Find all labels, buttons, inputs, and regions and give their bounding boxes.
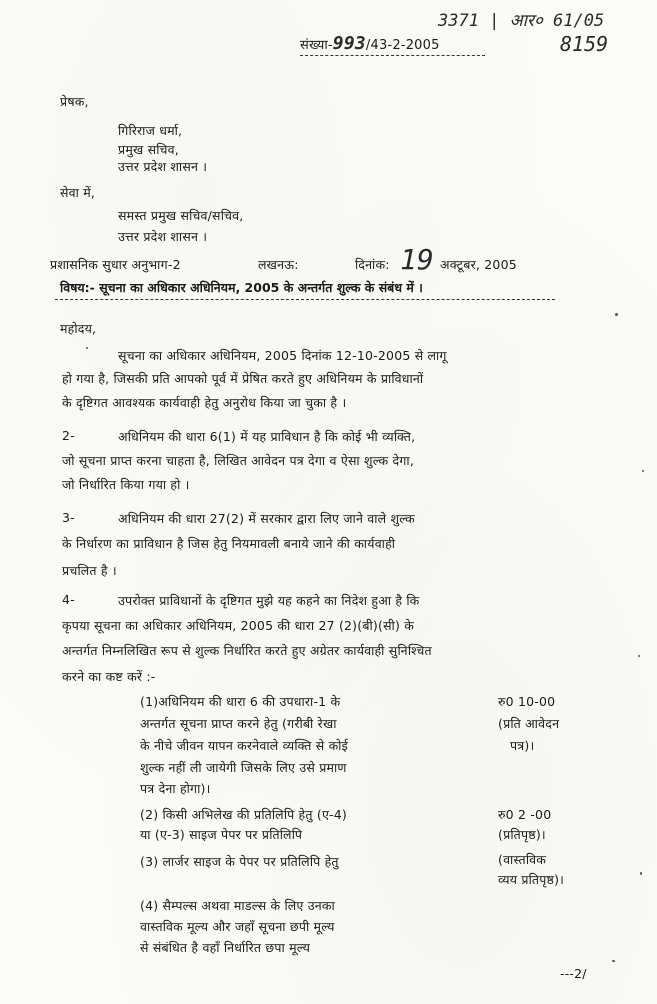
scan-speck xyxy=(612,960,615,962)
p1-line-1: सूचना का अधिकार अधिनियम, 2005 दिनांक 12-10-2005 से लागू xyxy=(118,348,447,363)
p2-line-2: जो सूचना प्राप्त करना चाहता है, लिखित आवेदन पत्र देगा व ऐसा शुल्क देगा, xyxy=(62,453,415,468)
p3-line-2: के निर्धारण का प्राविधान है जिस हेतु नियमावली बनाये जाने की कार्यवाही xyxy=(62,536,396,551)
subject-line: विषय:- सूचना का अधिकार अधिनियम, 2005 के अन्तर्गत शुल्क के संबंध में । xyxy=(60,280,423,295)
date-day: 19 xyxy=(400,243,434,276)
scan-speck xyxy=(642,470,644,472)
fee-1-amount-unit-1: (प्रति आवेदन xyxy=(498,716,560,731)
fee-2-desc-line-2: या (ए-3) साइज पेपर पर प्रतिलिपि xyxy=(140,827,303,842)
reference-underline xyxy=(300,55,485,56)
fee-2-amount: रु0 2 -00 xyxy=(498,807,552,822)
fee-1-desc-line-4: शुल्क नहीं ली जायेगी जिसके लिए उसे प्रमाण xyxy=(140,760,347,775)
handwritten-register-number: 3371 | आर० 61/05 xyxy=(438,11,605,31)
fee-1-desc-line-2: अन्तर्गत सूचना प्राप्त करने हेतु (गरीबी रेखा xyxy=(140,716,337,731)
fee-4-desc-line-3: से संबंधित है वहाँ निर्धारित छपा मूल्य xyxy=(140,940,311,955)
reference-number-line xyxy=(300,33,440,54)
date-label: दिनांक: xyxy=(355,257,390,272)
fee-4-desc-line-1: (4) सैम्पल्स अथवा माडल्स के लिए उनका xyxy=(140,898,335,913)
p4-line-2: कृपया सूचना का अधिकार अधिनियम, 2005 की धारा 27 (2)(बी)(सी) के xyxy=(62,618,415,633)
p2-line-1: अधिनियम की धारा 6(1) में यह प्राविधान है कि कोई भी व्यक्ति, xyxy=(118,429,416,444)
section-name: प्रशासनिक सुधार अनुभाग-2 xyxy=(50,257,181,272)
handwritten-diary-number: 8159 xyxy=(560,32,609,56)
subject-underline xyxy=(55,299,555,300)
sender-label: प्रेषक, xyxy=(60,94,89,109)
fee-1-desc-line-5: पत्र देना होगा)। xyxy=(140,781,211,796)
fee-4-desc-line-2: वास्तविक मूल्य और जहाँ सूचना छपी मूल्य xyxy=(140,919,335,934)
date-month-year: अक्टूबर, 2005 xyxy=(440,257,517,272)
scan-speck xyxy=(640,872,642,875)
recipient-label: सेवा में, xyxy=(60,185,96,200)
sender-name: गिरिराज धर्मा, xyxy=(118,123,183,138)
reference-prefix: संख्या- xyxy=(300,38,333,53)
fee-3-desc-line-1: (3) लार्जर साइज के पेपर पर प्रतिलिपि हेतु xyxy=(140,854,339,869)
p3-number: 3- xyxy=(62,510,75,525)
p3-line-1: अधिनियम की धारा 27(2) में सरकार द्वारा लिए जाने वाले शुल्क xyxy=(118,511,415,526)
p4-line-4: करने का कष्ट करें :- xyxy=(62,669,156,684)
scan-speck xyxy=(615,313,618,316)
fee-1-amount: रु0 10-00 xyxy=(498,694,556,709)
sender-designation: प्रमुख सचिव, xyxy=(118,142,179,157)
fee-1-amount-unit-2: पत्र)। xyxy=(510,738,535,753)
p4-number: 4- xyxy=(62,592,75,607)
reference-suffix: /43-2-2005 xyxy=(365,38,440,53)
p2-number: 2- xyxy=(62,428,75,443)
place-name: लखनऊ: xyxy=(258,257,299,272)
p1-line-2: हो गया है, जिसकी प्रति आपको पूर्व में प्रेषित करते हुए अधिनियम के प्राविधानों xyxy=(62,371,424,386)
scan-speck xyxy=(86,347,88,349)
sender-office: उत्तर प्रदेश शासन । xyxy=(118,159,208,174)
fee-2-amount-unit: (प्रतिपृष्ठ)। xyxy=(498,827,546,842)
fee-1-desc-line-3: के नीचे जीवन यापन करनेवाले व्यक्ति से कोई xyxy=(140,738,348,753)
p4-line-3: अन्तर्गत निम्नलिखित रूप से शुल्क निर्धारित करते हुए अग्रेतर कार्यवाही सुनिश्चित xyxy=(62,643,432,658)
recipient-name: समस्त प्रमुख सचिव/सचिव, xyxy=(118,208,244,223)
recipient-office: उत्तर प्रदेश शासन । xyxy=(118,229,208,244)
p3-line-3: प्रचलित है । xyxy=(62,563,117,578)
p1-line-3: के दृष्टिगत आवश्यक कार्यवाही हेतु अनुरोध किया जा चुका है । xyxy=(62,395,347,410)
salutation: महोदय, xyxy=(60,321,97,336)
reference-number: 993 xyxy=(332,33,366,54)
p4-line-1: उपरोक्त प्राविधानों के दृष्टिगत मुझे यह कहने का निदेश हुआ है कि xyxy=(118,593,420,608)
fee-1-desc-line-1: (1)अधिनियम की धारा 6 की उपधारा-1 के xyxy=(140,694,341,709)
fee-3-amount-line-1: (वास्तविक xyxy=(498,852,547,867)
scan-speck xyxy=(638,655,640,657)
page-continuation-marker: ---2/ xyxy=(560,966,587,981)
fee-3-amount-line-2: व्यय प्रतिपृष्ठ)। xyxy=(498,872,565,887)
fee-2-desc-line-1: (2) किसी अभिलेख की प्रतिलिपि हेतु (ए-4) xyxy=(140,807,348,822)
p2-line-3: जो निर्धारित किया गया हो । xyxy=(62,477,190,492)
